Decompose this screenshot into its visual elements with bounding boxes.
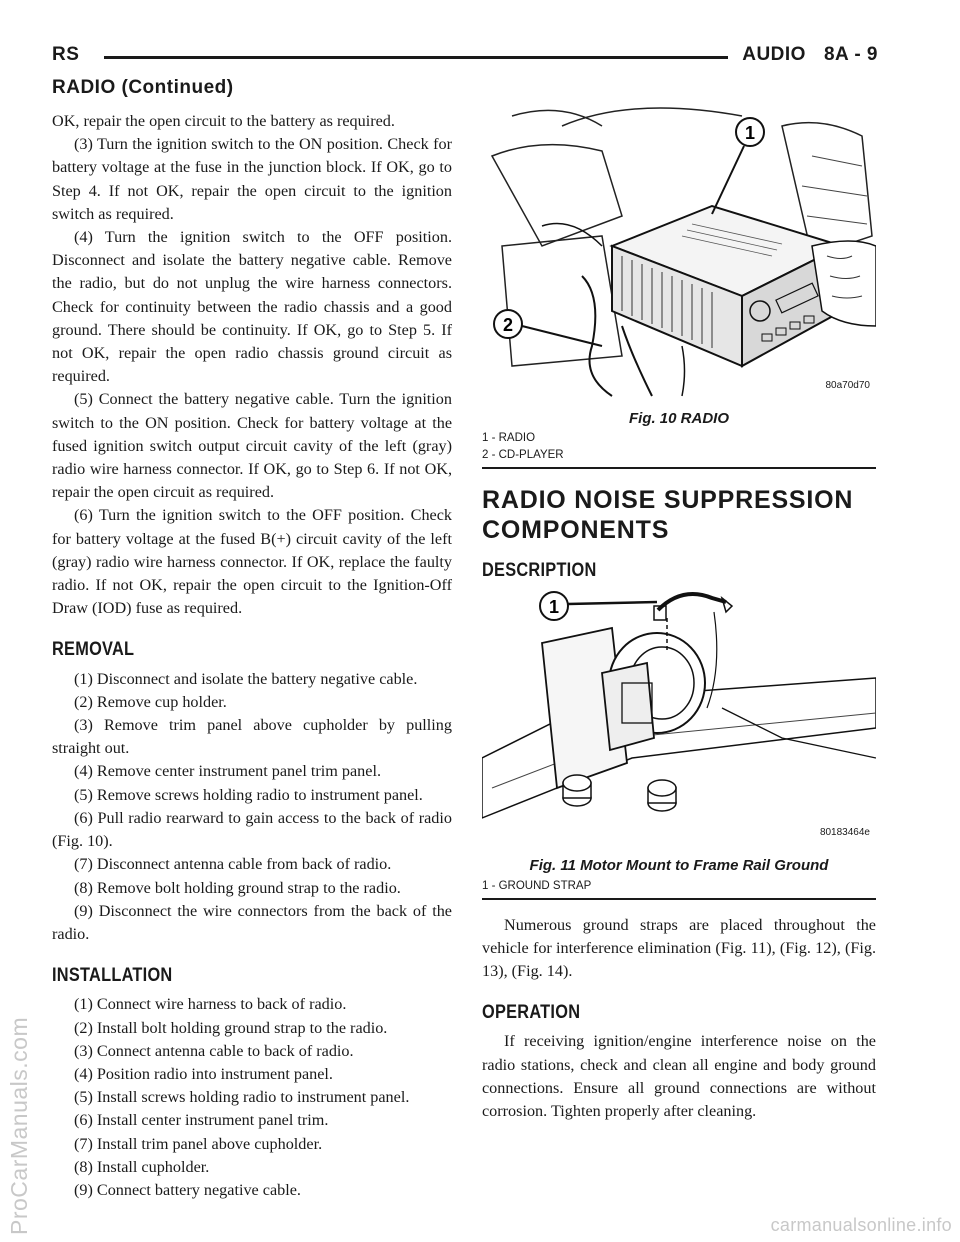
intro-paragraph: OK, repair the open circuit to the battery as required. — [52, 112, 395, 130]
removal-step: (9) Disconnect the wire connectors from the back of the radio. — [52, 901, 452, 943]
section-heading: RADIO NOISE SUPPRESSION COMPONENTS — [482, 486, 854, 545]
removal-step: (8) Remove bolt holding ground strap to the radio. — [74, 878, 401, 897]
installation-step: (4) Position radio into instrument panel. — [74, 1064, 333, 1083]
callout-2: 2 — [502, 315, 514, 335]
removal-heading: REMOVAL — [52, 639, 135, 661]
continued-heading: RADIO (Continued) — [52, 77, 234, 98]
intro-step: (3) Turn the ignition switch to the ON position. Check for battery voltage at the fuse in the junction block. If OK, go to Step 4. If not OK, repair the open circuit to the ignition switch as required. — [52, 135, 452, 223]
description-paragraph: Numerous ground straps are placed throughout the vehicle for interference elimination (Fig. 11), (Fig. 12), (Fig. 13), (Fig. 14). — [482, 915, 876, 981]
figure-11-caption: Fig. 11 Motor Mount to Frame Rail Ground — [529, 857, 829, 875]
installation-step: (3) Connect antenna cable to back of radio. — [74, 1041, 354, 1060]
header-section: AUDIO — [742, 44, 806, 65]
installation-step: (8) Install cupholder. — [74, 1157, 210, 1176]
installation-step: (5) Install screws holding radio to instrument panel. — [74, 1088, 410, 1107]
header-right — [742, 44, 878, 66]
installation-step: (2) Install bolt holding ground strap to the radio. — [74, 1018, 388, 1037]
figure-11-legend — [482, 878, 876, 898]
removal-step: (6) Pull radio rearward to gain access to the back of radio (Fig. 10). — [52, 808, 452, 851]
installation-step: (7) Install trim panel above cupholder. — [74, 1134, 323, 1153]
description-heading: DESCRIPTION — [482, 560, 597, 582]
header-left: RS — [52, 44, 80, 65]
intro-step: (4) Turn the ignition switch to the OFF position. Disconnect and isolate the battery negative cable. Remove the radio, but do not unplug the wire harness connectors. Check for continuity between the radio chassis and a good ground. There should be continuity. If OK, go to Step 5. If not OK, repair the open radio chassis ground circuit as required. — [52, 228, 452, 386]
figure-10-caption: Fig. 10 RADIO — [628, 410, 729, 427]
side-watermark: ProCarManuals.com — [6, 1016, 32, 1235]
motor-mount-illustration — [482, 588, 876, 848]
radio-illustration — [482, 96, 876, 401]
installation-step: (6) Install center instrument panel trim. — [74, 1111, 329, 1130]
figure-10 — [482, 96, 876, 469]
callout-1: 1 — [744, 123, 756, 143]
removal-step: (7) Disconnect antenna cable from back of radio. — [74, 855, 392, 874]
motor-mount-drawing — [482, 588, 876, 848]
intro-step: (5) Connect the battery negative cable. Turn the ignition switch to the ON position. Check for battery voltage at the fused ignition switch output circuit cavity of the left (gray) radio wire harness connector. If OK, go to Step 6. If not OK, repair the open circuit as required. — [52, 390, 452, 502]
intro-step: (6) Turn the ignition switch to the OFF position. Check for battery voltage at the fused B(+) circuit cavity of the left (gray) radio wire harness connector. If OK, replace the faulty radio. If not OK, repair the open circuit to the Ignition-Off Draw (IOD) fuse as required. — [52, 506, 452, 618]
removal-step: (3) Remove trim panel above cupholder by pulling straight out. — [52, 716, 452, 758]
legend-item: 1 - RADIO — [482, 432, 536, 445]
radio-drawing — [482, 96, 876, 401]
footer-watermark: carmanualsonline.info — [770, 1215, 952, 1235]
removal-step: (1) Disconnect and isolate the battery negative cable. — [74, 669, 418, 688]
figure-10-legend — [482, 430, 876, 467]
legend-item: 2 - CD-PLAYER — [482, 449, 564, 462]
callout-1: 1 — [548, 597, 560, 618]
legend-item: 1 - GROUND STRAP — [482, 879, 592, 892]
header-rule — [104, 56, 728, 59]
operation-heading: OPERATION — [482, 1002, 581, 1024]
figure-11 — [482, 588, 876, 899]
removal-step: (4) Remove center instrument panel trim panel. — [74, 762, 382, 781]
removal-step: (2) Remove cup holder. — [74, 692, 227, 711]
removal-step: (5) Remove screws holding radio to instrument panel. — [74, 785, 423, 804]
installation-step: (1) Connect wire harness to back of radio. — [74, 995, 347, 1014]
installation-heading: INSTALLATION — [52, 965, 173, 987]
header-page-number: 8A - 9 — [823, 44, 878, 65]
installation-step: (9) Connect battery negative cable. — [74, 1180, 301, 1199]
left-column — [52, 110, 452, 1202]
figure-11-code: 80183464e — [819, 827, 870, 839]
right-column — [482, 96, 876, 1123]
operation-paragraph: If receiving ignition/engine interference noise on the radio stations, check and clean all engine and body ground connections. Ensure all ground connections are without corrosion. Tighten properly after cleaning. — [482, 1032, 876, 1121]
figure-10-code: 80a70d70 — [825, 379, 870, 391]
